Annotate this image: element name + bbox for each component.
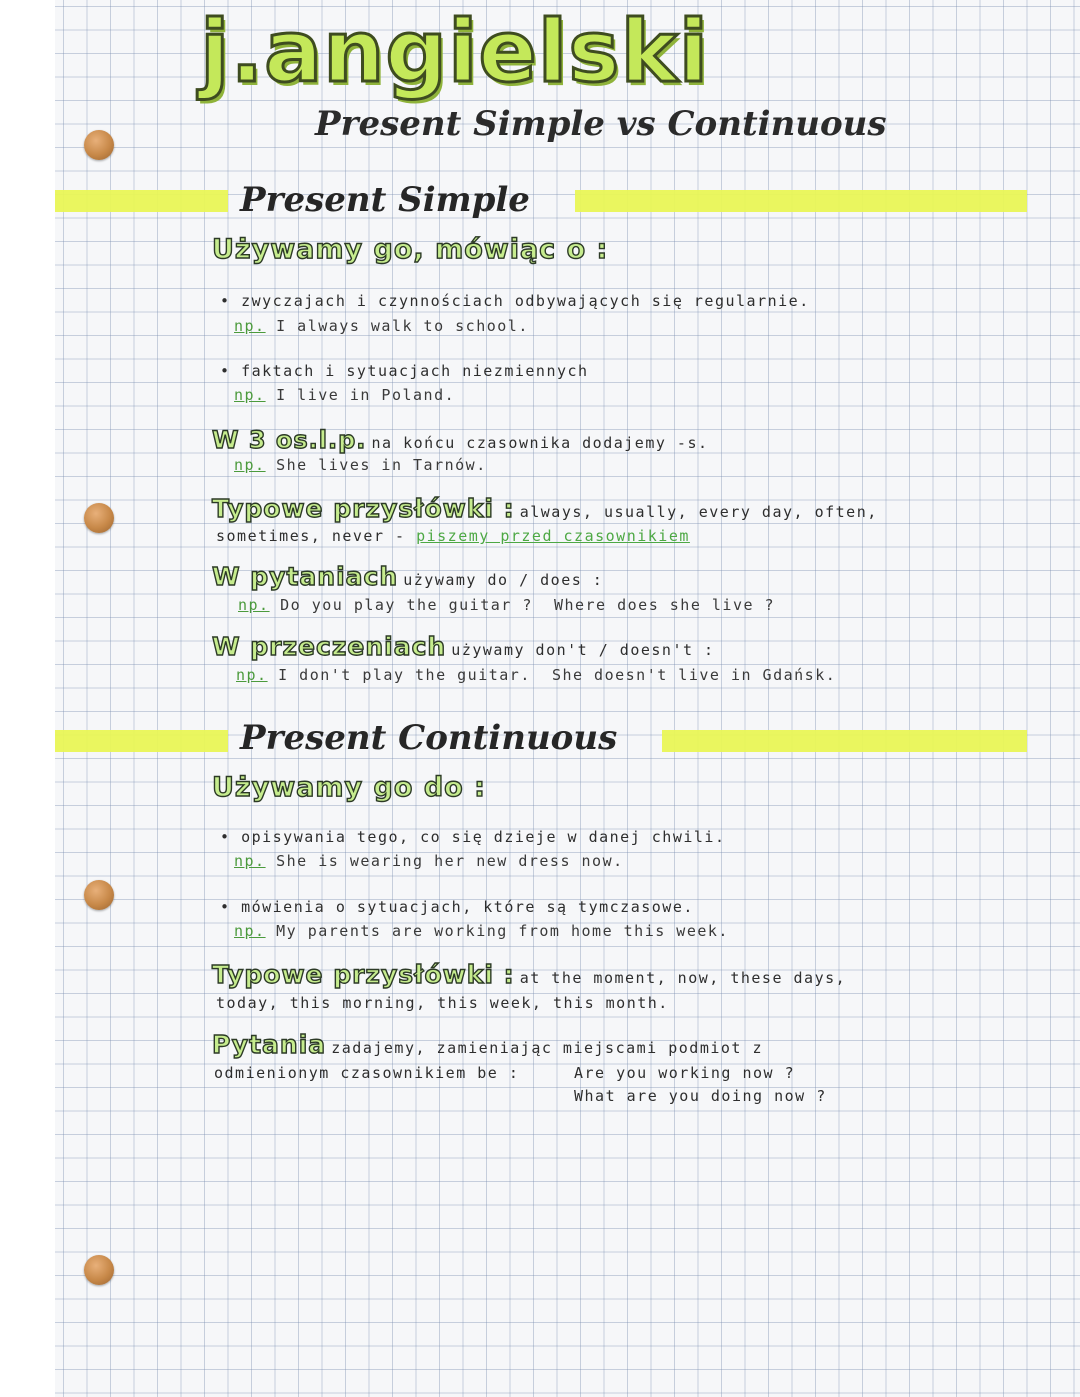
simple-questions-example: np. Do you play the guitar ? Where does she live ?	[238, 596, 776, 614]
highlight-band-right-2	[662, 730, 1027, 752]
continuous-bullet-1-example: np. She is wearing her new dress now.	[234, 852, 624, 870]
continuous-usage-title: Używamy go do :	[212, 772, 486, 803]
continuous-questions-line2: odmienionym czasownikiem be :	[214, 1064, 520, 1082]
continuous-bullet-2-example: np. My parents are working from home this week.	[234, 922, 729, 940]
section-heading-continuous: Present Continuous	[240, 718, 618, 758]
simple-questions: W pytaniach używamy do / does :	[212, 562, 604, 591]
continuous-adverbs: Typowe przysłówki : at the moment, now, these days,	[212, 960, 847, 989]
simple-third-person-example: np. She lives in Tarnów.	[234, 456, 487, 474]
simple-third-person-rule: W 3 os.l.p. na końcu czasownika dodajemy -s.	[212, 426, 709, 454]
continuous-questions: Pytania zadajemy, zamieniając miejscami podmiot z	[212, 1030, 764, 1059]
simple-bullet-2-example: np. I live in Poland.	[234, 386, 456, 404]
continuous-bullet-1: • opisywania tego, co się dzieje w danej chwili.	[220, 828, 726, 846]
simple-bullet-1-example: np. I always walk to school.	[234, 317, 529, 335]
continuous-questions-example-1: Are you working now ?	[574, 1064, 796, 1082]
continuous-questions-example-2: What are you doing now ?	[574, 1087, 827, 1105]
simple-negatives: W przeczeniach używamy don't / doesn't :	[212, 632, 715, 661]
binder-hole-1	[84, 130, 114, 160]
binder-hole-4	[84, 1255, 114, 1285]
simple-usage-title: Używamy go, mówiąc o :	[212, 234, 609, 265]
binder-hole-2	[84, 503, 114, 533]
highlight-band-left	[55, 190, 228, 212]
page-title: j.angielski	[200, 2, 710, 102]
highlight-band-right	[575, 190, 1027, 212]
simple-negatives-example: np. I don't play the guitar. She doesn't live in Gdańsk.	[236, 666, 837, 684]
continuous-adverbs-line2: today, this morning, this week, this month.	[216, 994, 669, 1012]
page-subtitle: Present Simple vs Continuous	[315, 104, 887, 144]
binder-hole-3	[84, 880, 114, 910]
simple-bullet-2: • faktach i sytuacjach niezmiennych	[220, 362, 589, 380]
highlight-band-left-2	[55, 730, 228, 752]
continuous-bullet-2: • mówienia o sytuacjach, które są tymczasowe.	[220, 898, 694, 916]
simple-adverbs-line2: sometimes, never - piszemy przed czasownikiem	[216, 527, 690, 545]
section-heading-simple: Present Simple	[240, 180, 530, 220]
simple-adverbs: Typowe przysłówki : always, usually, every day, often,	[212, 494, 878, 523]
simple-bullet-1: • zwyczajach i czynnościach odbywających się regularnie.	[220, 292, 810, 310]
